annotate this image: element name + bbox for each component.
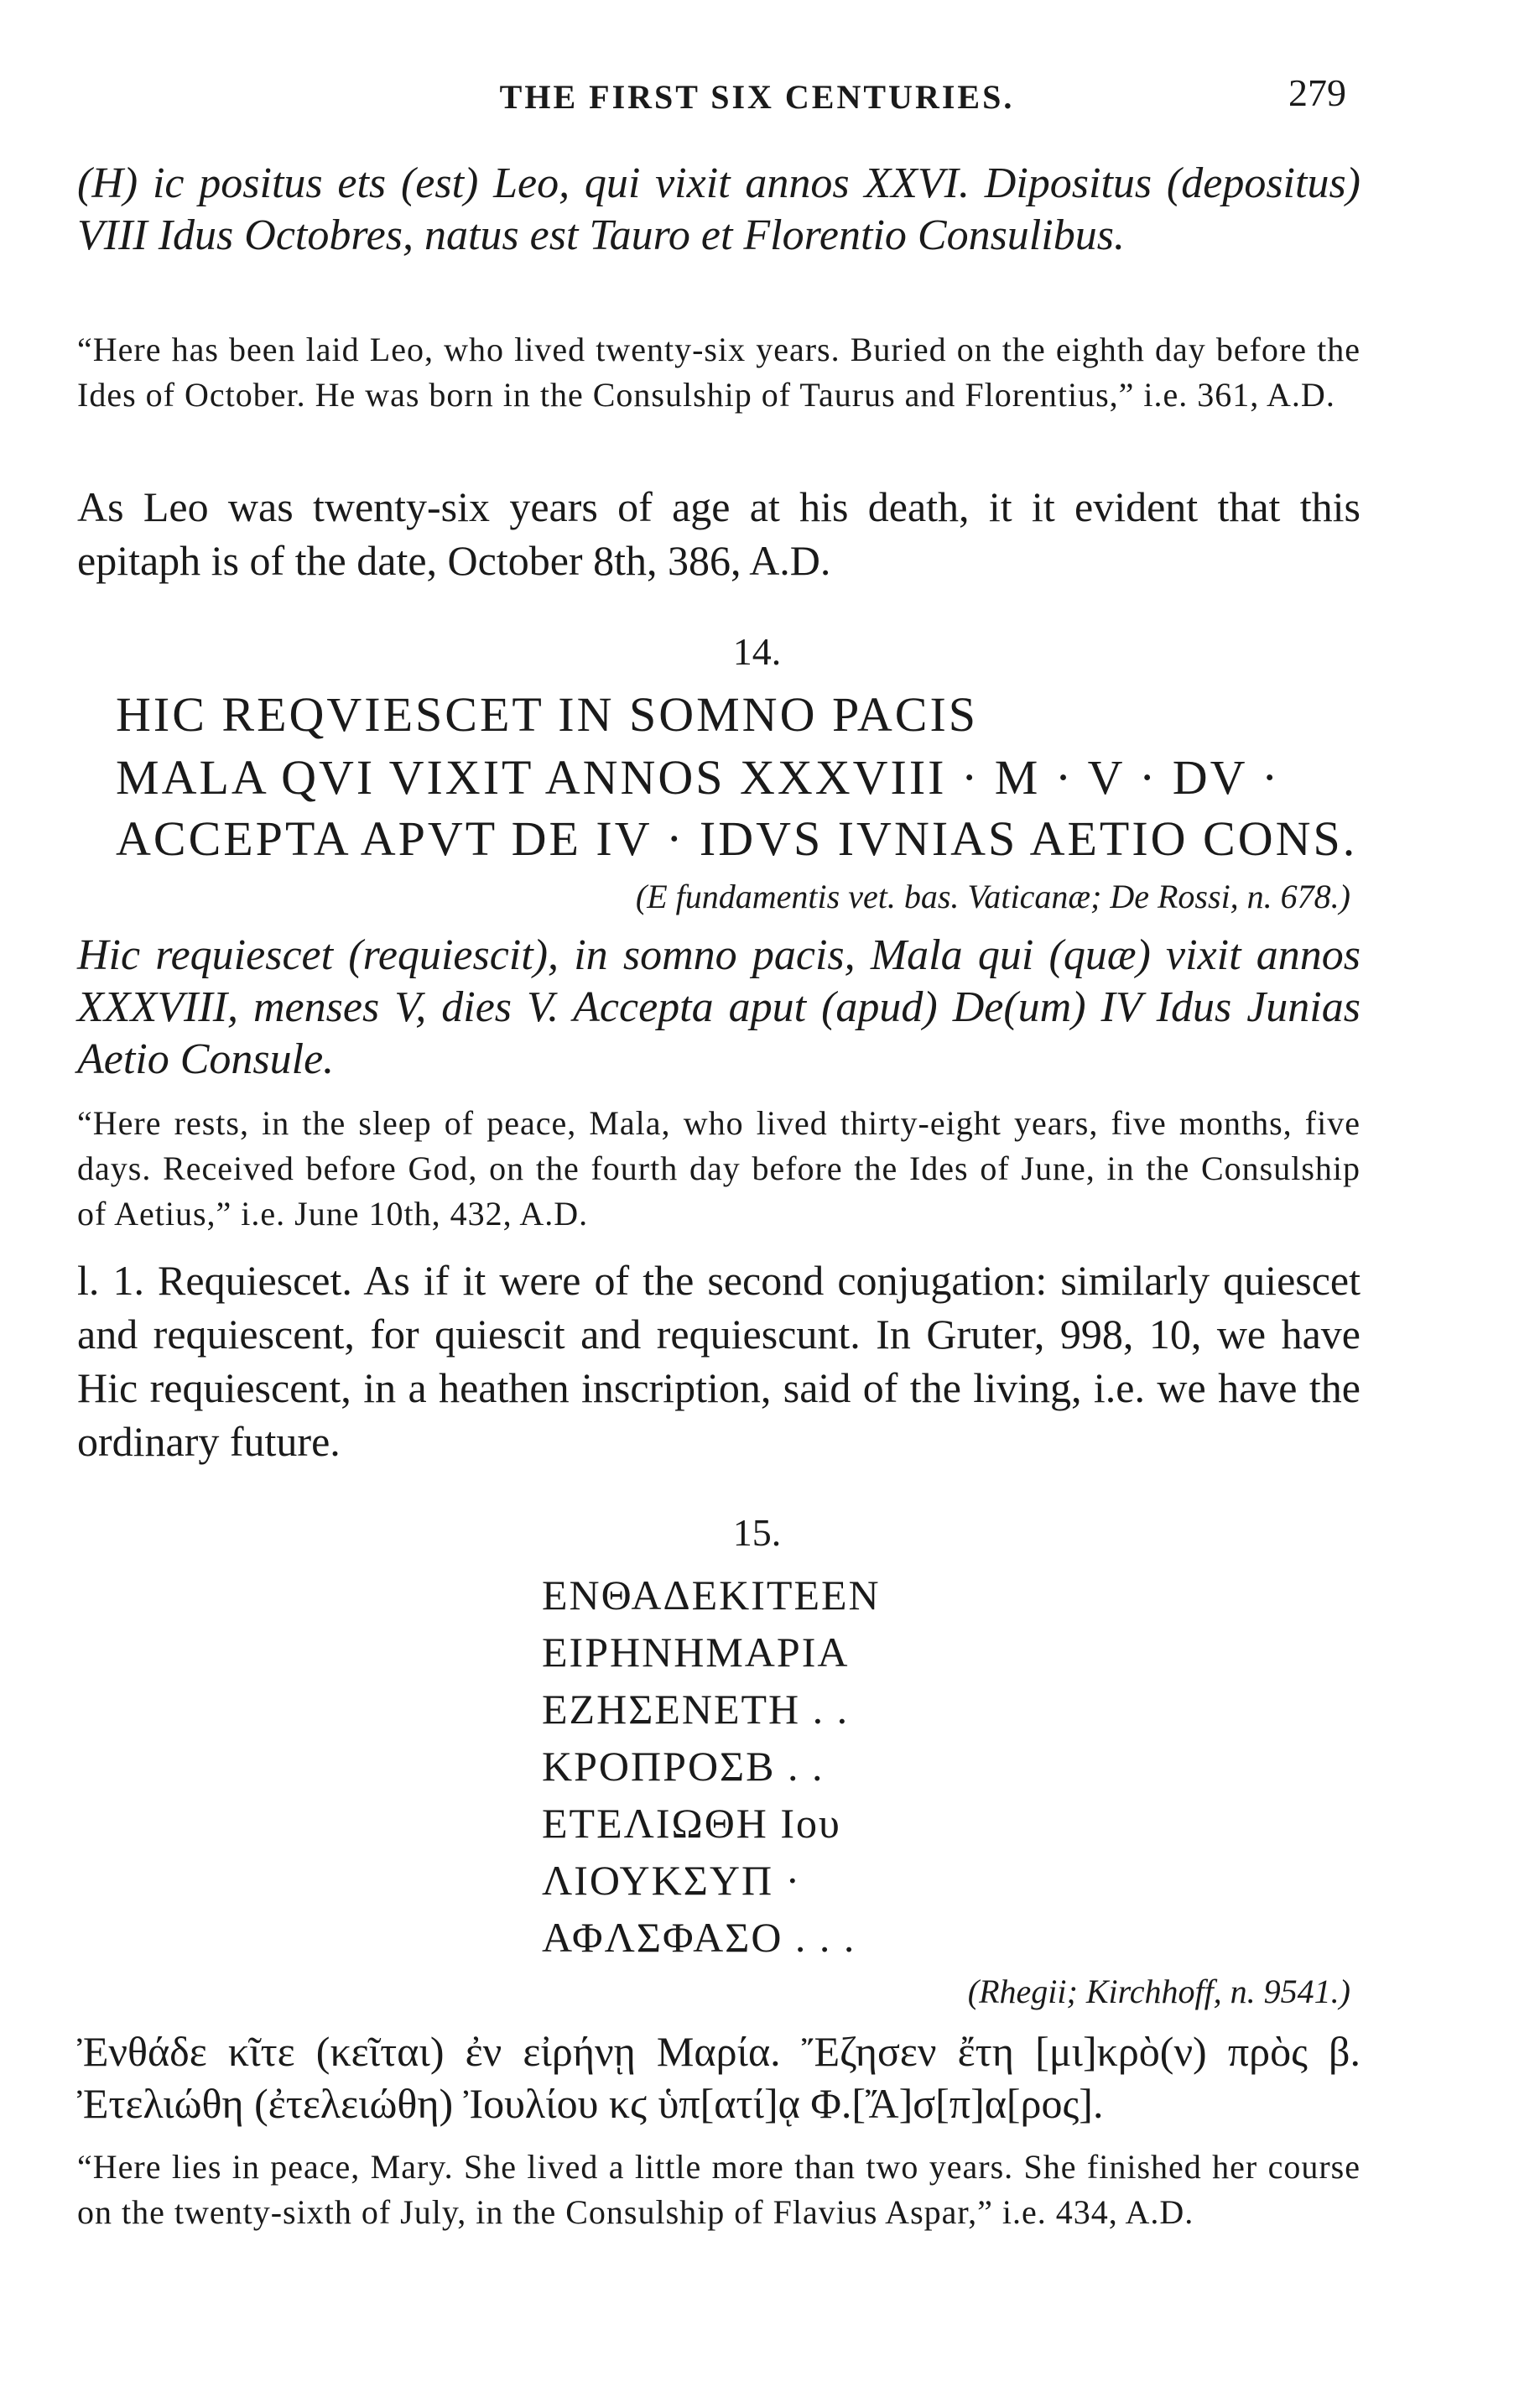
entry-14-note: l. 1. Requiescet. As if it were of the second conjugation: similarly quiescet and requiescent, for quiescit and requiescunt. In Gruter, 998, 10, we have Hic requiescent, in a heathen inscription, said of the living, i.e. we have the ordinary future. <box>77 1257 1361 1465</box>
inscription-line: ΑΦΛΣΦΑΣΟ . . . <box>542 1914 856 1961</box>
entry-15-translation: “Here lies in peace, Mary. She lived a little more than two years. She finished her course on the twenty-sixth of July, in the Consulship of Flavius Aspar,” i.e. 434, A.D. <box>77 2148 1361 2231</box>
inscription-line: MALA QVI VIXIT ANNOS XXXVIII · M · V · DV · <box>116 750 1281 805</box>
running-title: THE FIRST SIX CENTURIES. <box>499 78 1015 116</box>
inscription-line: ΛΙΟΥΚΣΥΠ · <box>542 1857 802 1904</box>
inscription-line: ΕΤΕΛΙΩΘΗ Ιου <box>542 1800 841 1847</box>
inscription-line: ΕΖΗΣΕΝΕΤΗ . . <box>542 1686 850 1733</box>
entry-15-number: 15. <box>732 1511 782 1554</box>
entry-14-latin: Hic requiescet (requiescit), in somno pacis, Mala qui (quæ) vixit annos XXXVIII, menses V, dies V. Accepta aput (apud) De(um) IV Idus Junias Aetio Consule. <box>77 931 1361 1083</box>
inscription-line: ΕΙΡΗΝΗΜΑΡΙΑ <box>542 1629 850 1676</box>
inscription-line: ΕΝΘΑΔΕΚΙΤΕΕΝ <box>542 1571 881 1618</box>
entry-h-commentary: As Leo was twenty-six years of age at his death, it it evident that this epitaph is of the date, October 8th, 386, A.D. <box>77 483 1361 584</box>
entry-15-citation: (Rhegii; Kirchhoff, n. 9541.) <box>967 1973 1350 2010</box>
inscription-line: ACCEPTA APVT DE IV · IDVS IVNIAS AETIO CONS. <box>116 811 1358 866</box>
entry-h-latin: (H) ic positus ets (est) Leo, qui vixit annos XXVI. Dipositus (depositus) VIII Idus Octobres, natus est Tauro et Florentio Consulibus. <box>77 159 1361 259</box>
entry-14-citation: (E fundamentis vet. bas. Vaticanæ; De Rossi, n. 678.) <box>635 878 1350 915</box>
page-number: 279 <box>1288 71 1346 114</box>
entry-14-number: 14. <box>732 630 782 673</box>
entry-15-greek: Ἐνθάδε κῖτε (κεῖται) ἐν εἰρήνῃ Μαρία. Ἔζησεν ἔτη [μι]κρὸ(ν) πρὸς β. Ἐτελιώθη (ἐτελειώθη) Ἰουλίου κϛ ὑπ[ατί]ᾳ Φ.[Ἄ]σ[π]α[ρος]. <box>77 2028 1361 2127</box>
entry-h-translation: “Here has been laid Leo, who lived twenty-six years. Buried on the eighth day before the Ides of October. He was born in the Consulship of Taurus and Florentius,” i.e. 361, A.D. <box>77 331 1361 414</box>
inscription-line: HIC REQVIESCET IN SOMNO PACIS <box>116 687 979 742</box>
entry-14-translation: “Here rests, in the sleep of peace, Mala, who lived thirty-eight years, five months, five days. Received before God, on the fourth day before the Ides of June, in the Consulship of Aetius,” i.e. June 10th, 432, A.D. <box>77 1104 1361 1233</box>
inscription-line: ΚΡΟΠΡΟΣΒ . . <box>542 1743 825 1790</box>
